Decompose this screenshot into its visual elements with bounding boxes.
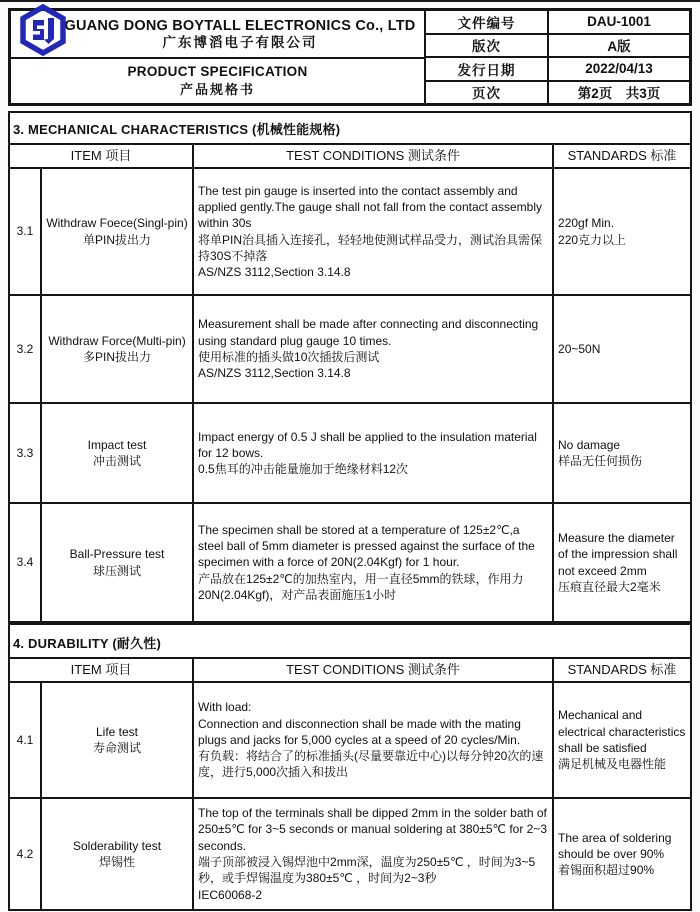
- header-left: [11, 11, 426, 103]
- meta-value: 2022/04/13: [585, 61, 653, 77]
- header-meta-table: [426, 11, 689, 103]
- condition-line: The test pin gauge is inserted into the contact assembly and applied gently.The gauge shall not fall from the contact assembly within 30s: [198, 183, 542, 231]
- row-number: 3.2: [9, 295, 41, 403]
- column-header-standards: STANDARDS 标准: [553, 144, 691, 168]
- condition-line: The top of the terminals shall be dipped 2mm in the solder bath of 250±5℃ for 3~5 seconds or manual soldering at 380±5℃ for 2~3 seconds.: [198, 806, 548, 853]
- condition-line: 有负载：将结合了的标准插头(尽量要靠近中心)以每分钟20次的速度，进行5,000次插入和拔出: [198, 749, 544, 780]
- section-mechanical-characteristics: [8, 111, 692, 623]
- test-conditions: [193, 682, 553, 798]
- column-header-item: ITEM 项目: [9, 144, 193, 168]
- test-conditions: [193, 295, 553, 403]
- item-name-en: Solderability test: [72, 838, 162, 853]
- condition-line: Measurement shall be made after connecting and disconnecting using standard plug gauge 10 times.: [198, 317, 539, 348]
- table-row: [9, 403, 691, 503]
- item-name-en: Withdraw Foece(Singl-pin): [46, 216, 188, 231]
- condition-line: 将单PIN治具插入连接孔，轻轻地使测试样品受力，测试治具需保持30S不掉落: [198, 232, 543, 263]
- company-name-cn: 广东博滔电子有限公司: [162, 34, 318, 50]
- meta-row-issue-date: [426, 58, 689, 82]
- standard-line: Mechanical and electrical characteristics shall be satisfied: [558, 708, 686, 755]
- condition-line: The specimen shall be stored at a temperature of 125±2℃,a steel ball of 5mm diameter is pressed against the surface of the specimen with a force of 20N(2.04Kgf) for 1 hour.: [198, 522, 535, 570]
- column-header-conditions: TEST CONDITIONS 测试条件: [193, 658, 553, 682]
- condition-line: 使用标准的插头做10次插拔后测试: [198, 350, 380, 364]
- meta-row-page-number: [426, 82, 689, 104]
- company-names: [64, 17, 424, 52]
- item-name: [41, 168, 193, 295]
- table-row: [9, 295, 691, 403]
- condition-line: 端子顶部被浸入锡焊池中2mm深，温度为250±5℃ ，时间为3~5秒，或手焊锡温度为380±5℃ ，时间为2~3秒: [198, 855, 536, 886]
- meta-label: 发行日期: [426, 58, 549, 80]
- condition-line: With load:: [198, 700, 252, 715]
- test-conditions: [193, 798, 553, 910]
- standards: [553, 403, 691, 503]
- meta-value: A版: [607, 39, 631, 55]
- condition-line: 产品放在125±2℃的加热室内，用一直径5mm的铁球，作用力20N(2.04Kgf)，对产品表面施压1小时: [198, 571, 524, 602]
- table-header-row: [9, 658, 691, 682]
- item-name: [41, 682, 193, 798]
- table-row: [9, 168, 691, 295]
- table-header-row: [9, 144, 691, 168]
- standard-line: 压痕直径最大2毫米: [558, 579, 661, 594]
- test-conditions: [193, 403, 553, 503]
- condition-line: Impact energy of 0.5 J shall be applied to the insulation material for 12 bows.: [198, 429, 537, 460]
- durability-spec-table: [8, 657, 692, 911]
- condition-line: 0.5焦耳的冲击能量施加于绝缘材料12次: [198, 462, 409, 477]
- standards: [553, 798, 691, 910]
- row-number: 3.4: [9, 503, 41, 622]
- section-durability: [8, 623, 692, 911]
- item-name-en: Withdraw Force(Multi-pin): [48, 333, 186, 348]
- spec-document-page: [0, 2, 700, 911]
- standard-line: 满足机械及电器性能: [558, 757, 667, 772]
- item-name-cn: 冲击测试: [93, 454, 142, 468]
- item-name: [41, 403, 193, 503]
- meta-label: 版次: [426, 35, 549, 57]
- item-name-en: Life test: [95, 724, 139, 739]
- standard-line: 20~50N: [558, 341, 601, 356]
- standard-line: No damage: [558, 437, 621, 452]
- company-logo-icon: [16, 11, 64, 57]
- standard-line: 着锡面积超过90%: [558, 863, 655, 878]
- item-name-cn: 多PIN拔出力: [83, 350, 152, 364]
- doc-title-en: PRODUCT SPECIFICATION: [127, 64, 308, 80]
- row-number: 4.2: [9, 798, 41, 910]
- item-name-en: Impact test: [87, 437, 147, 452]
- section-title: 3. MECHANICAL CHARACTERISTICS (机械性能规格): [8, 111, 692, 143]
- standards: [553, 295, 691, 403]
- item-name: [41, 295, 193, 403]
- meta-row-revision: [426, 35, 689, 59]
- item-name-cn: 寿命测试: [93, 741, 142, 755]
- column-header-item: ITEM 项目: [9, 658, 193, 682]
- meta-label: 文件编号: [426, 11, 549, 33]
- item-name-en: Ball-Pressure test: [69, 547, 165, 562]
- test-conditions: [193, 168, 553, 295]
- item-name-cn: 球压测试: [93, 563, 142, 578]
- meta-row-doc-number: [426, 11, 689, 35]
- item-name: [41, 503, 193, 622]
- standard-line: 220克力以上: [558, 232, 627, 247]
- standards: [553, 503, 691, 622]
- condition-line: AS/NZS 3112,Section 3.14.8: [198, 366, 351, 381]
- meta-value: DAU-1001: [587, 14, 651, 30]
- standard-line: The area of soldering should be over 90%: [558, 830, 672, 861]
- company-block: [11, 11, 424, 59]
- company-name-en: GUANG DONG BOYTALL ELECTRONICS Co., LTD: [64, 17, 416, 34]
- standards: [553, 682, 691, 798]
- standards: [553, 168, 691, 295]
- row-number: 3.3: [9, 403, 41, 503]
- table-row: [9, 503, 691, 622]
- table-row: [9, 682, 691, 798]
- meta-value: 第2页 共3页: [577, 86, 661, 102]
- standard-line: 220gf Min.: [558, 216, 615, 231]
- column-header-standards: STANDARDS 标准: [553, 658, 691, 682]
- table-row: [9, 798, 691, 910]
- doc-title-cn: 产品规格书: [179, 82, 255, 98]
- item-name-cn: 焊锡性: [99, 855, 136, 869]
- test-conditions: [193, 503, 553, 622]
- condition-line: IEC60068-2: [198, 887, 263, 902]
- row-number: 4.1: [9, 682, 41, 798]
- condition-line: AS/NZS 3112,Section 3.14.8: [198, 265, 351, 280]
- condition-line: Connection and disconnection shall be made with the mating plugs and jacks for 5,000 cycles at a speed of 20 cycles/Min.: [198, 716, 521, 747]
- item-name-cn: 单PIN拔出力: [83, 232, 152, 247]
- standard-line: Measure the diameter of the impression shall not exceed 2mm: [558, 530, 678, 578]
- column-header-conditions: TEST CONDITIONS 测试条件: [193, 144, 553, 168]
- doc-title-block: [11, 59, 424, 103]
- mechanical-spec-table: [8, 143, 692, 623]
- item-name: [41, 798, 193, 910]
- document-header: [8, 8, 692, 106]
- row-number: 3.1: [9, 168, 41, 295]
- standard-line: 样品无任何损伤: [558, 454, 643, 468]
- section-title: 4. DURABILITY (耐久性): [8, 623, 692, 657]
- meta-label: 页次: [426, 82, 549, 104]
